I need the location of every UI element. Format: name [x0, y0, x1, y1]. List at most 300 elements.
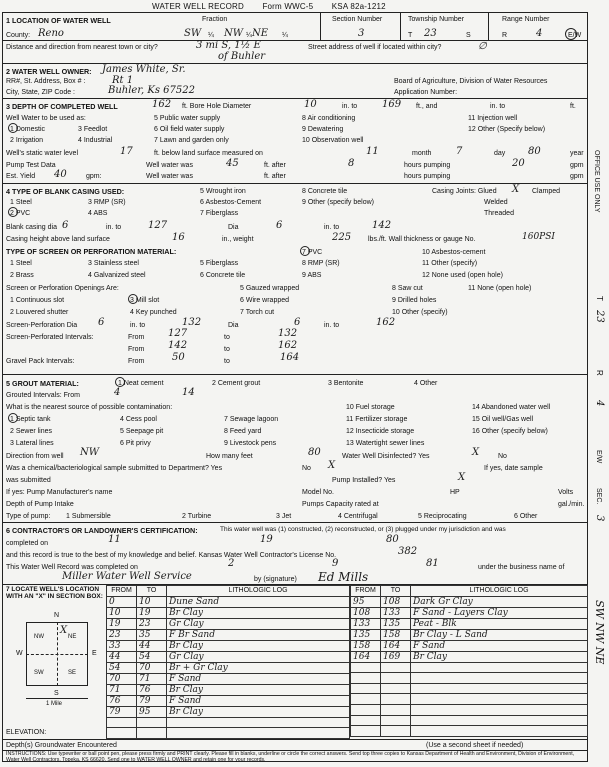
log-lithology: Gr Clay: [167, 618, 350, 629]
dia2-in-to: in. to: [324, 224, 340, 231]
divider: [2, 374, 588, 375]
divider: [488, 12, 489, 40]
log-row: [107, 618, 350, 629]
log-row: [351, 715, 588, 726]
log-lithology: [411, 726, 588, 737]
log-lithology: Br Clay: [411, 651, 588, 662]
license-value: 382: [398, 546, 418, 557]
log-header-row: [107, 586, 350, 597]
log-from: [351, 662, 381, 673]
dia-label: Blank casing dia: [6, 224, 57, 231]
township-s: S: [466, 32, 471, 39]
galmin-label: gal./min.: [558, 501, 585, 508]
use-label: Well Water to be used as:: [6, 115, 86, 122]
contam-2: 2 Sewer lines: [10, 428, 53, 435]
compass-ne: NE: [68, 634, 77, 640]
ptype-6: 6 Other: [514, 513, 538, 520]
casing-9: 9 Other (specify below): [302, 199, 374, 206]
divider: [2, 739, 588, 740]
perf-from2-value: 142: [168, 340, 188, 351]
joints-label: Casing Joints: Glued: [432, 188, 497, 195]
street-label: Street address of well if located within city?: [308, 44, 442, 51]
log-lithology: F Sand: [411, 640, 588, 651]
log-to: 23: [137, 618, 167, 629]
dia2-value: 6: [276, 220, 283, 231]
log-row: [351, 651, 588, 662]
open-label: Screen or Perforation Openings Are:: [6, 285, 119, 292]
log-from: [351, 715, 381, 726]
compass-w: W: [16, 650, 23, 657]
grout-4: 4 Other: [414, 380, 438, 387]
perf-to1-value: 132: [278, 328, 298, 339]
dir-label: Direction from well: [6, 453, 64, 460]
casing-1: 1 Steel: [10, 199, 32, 206]
log-row: [351, 607, 588, 618]
log-row: [107, 640, 350, 651]
log-lithology: Dune Sand: [167, 596, 350, 607]
grout-3: 3 Bentonite: [328, 380, 364, 387]
log-row: [351, 704, 588, 715]
open-8: 8 Saw cut: [392, 285, 423, 292]
application-label: Application Number:: [394, 89, 458, 96]
side-r-value: 4: [594, 400, 605, 407]
perf-to-2: to: [224, 346, 230, 353]
feet-value: 80: [308, 447, 321, 458]
contam-8: 8 Feed yard: [224, 428, 262, 435]
screen-1: 1 Steel: [10, 260, 32, 267]
log-from: 76: [107, 695, 137, 706]
gravel-from-value: 50: [172, 352, 185, 363]
side-sec-value: 3: [594, 515, 605, 522]
compass-e: E: [92, 650, 97, 657]
mile-scale: [26, 698, 88, 699]
static-mid: ft. below land surface measured on: [154, 150, 263, 157]
disinf-mark: X: [472, 447, 480, 458]
fraction-q3: NE: [252, 28, 269, 39]
casing-6: 6 Asbestos-Cement: [200, 199, 262, 206]
comp-year: 80: [386, 534, 399, 545]
form-header: [152, 2, 402, 11]
log-from: 0: [107, 596, 137, 607]
cert-text-2: and this record is true to the best of my knowledge and belief. Kansas Water Well Contractor's License No.: [6, 552, 337, 559]
disinf-no: No: [498, 453, 507, 460]
log-to: [381, 715, 411, 726]
log-row: [351, 618, 588, 629]
threaded-label: Threaded: [484, 210, 514, 217]
lithologic-log-right: [350, 585, 588, 737]
height-value: 16: [172, 232, 185, 243]
log-row: [107, 728, 350, 739]
gw-tail: (Use a second sheet if needed): [426, 742, 524, 749]
contam-label: What is the nearest source of possible contamination:: [6, 404, 173, 411]
screen-12: 12 None used (open hole): [422, 272, 503, 279]
log-to: [381, 683, 411, 694]
open-7: 7 Torch cut: [240, 309, 275, 316]
casing-4: 4 ABS: [88, 210, 108, 217]
disinf-label: Water Well Disinfected? Yes: [342, 453, 430, 460]
grout-1-circle: [115, 377, 125, 387]
log-lithology: Br + Gr Clay: [167, 662, 350, 673]
comp-day: 19: [260, 534, 273, 545]
side-sec-label: SEC.: [595, 488, 602, 505]
grid-line: [57, 622, 58, 686]
log-lithology: [167, 728, 350, 739]
yield-value: 40: [54, 169, 67, 180]
use-9: 9 Dewatering: [302, 126, 344, 133]
gint-to: 14: [182, 387, 195, 398]
fraction-q2: NW: [224, 28, 244, 39]
submitted-label: was submitted: [6, 477, 51, 484]
contam-6: 6 Pit privy: [120, 440, 151, 447]
township-label: Township Number: [408, 16, 465, 23]
log-lithology: [411, 715, 588, 726]
use-11: 11 Injection well: [468, 115, 518, 122]
ww-value: 45: [226, 158, 239, 169]
dia-in-to: in. to: [106, 224, 122, 231]
static-day-l: day: [494, 150, 506, 157]
county-value: Reno: [38, 28, 64, 39]
log-from: 133: [351, 618, 381, 629]
log-lithology: [411, 694, 588, 705]
use-10: 10 Observation well: [302, 137, 364, 144]
weight-label: in., weight: [222, 236, 254, 243]
contam-4: 4 Cess pool: [120, 416, 157, 423]
screen-11: 11 Other (specify): [422, 260, 478, 267]
thick-value: 160PSI: [522, 232, 555, 242]
log-from: 44: [107, 651, 137, 662]
bore-in-to: in. to: [342, 103, 358, 110]
divider: [2, 522, 588, 523]
open-6: 6 Wire wrapped: [240, 297, 290, 304]
log-from: 95: [351, 596, 381, 607]
log-to: [381, 673, 411, 684]
contam-11: 11 Fertilizer storage: [346, 416, 408, 423]
use-8: 8 Air conditioning: [302, 115, 356, 122]
static-label: Well's static water level: [6, 150, 79, 157]
pump-label: Pump Test Data: [6, 162, 56, 169]
dia2-to-value: 142: [372, 220, 392, 231]
open-11: 11 None (open hole): [468, 285, 532, 292]
open-4: 4 Key punched: [130, 309, 177, 316]
business-label: under the business name of: [478, 564, 565, 571]
cert-text-1: This water well was (1) constructed, (2) reconstructed, or (3) plugged under my jurisdiction and was: [220, 526, 506, 533]
log-row: [107, 629, 350, 640]
cert-text-3: This Water Well Record was completed on: [6, 564, 138, 571]
ptype-3: 3 Jet: [276, 513, 292, 520]
log-to-header: TO: [137, 586, 167, 597]
gint-label: Grouted Intervals: From: [6, 392, 80, 399]
ptype-4: 4 Centrifugal: [338, 513, 378, 520]
log-from: [351, 726, 381, 737]
log-from-header: FROM: [107, 586, 137, 597]
ifyes-label: If yes, date sample: [484, 465, 543, 472]
contam-3: 3 Lateral lines: [10, 440, 54, 447]
side-location: SW NW NE: [593, 600, 606, 665]
screen-3: 3 Stainless steel: [88, 260, 139, 267]
log-to: [381, 704, 411, 715]
casing-2-circle: [8, 207, 18, 217]
divider: [320, 12, 321, 40]
bore-to-value: 169: [382, 99, 402, 110]
divider: [400, 12, 401, 40]
log-lithology: Br Clay: [167, 607, 350, 618]
screen-6: 6 Concrete tile: [200, 272, 246, 279]
log-lithology: F Sand: [167, 695, 350, 706]
gravel-to-value: 164: [280, 352, 300, 363]
section-label: Section Number: [332, 16, 383, 23]
use-6: 6 Oil field water supply: [154, 126, 225, 133]
static-year-l: year: [570, 150, 584, 157]
use-7: 7 Lawn and garden only: [154, 137, 229, 144]
casing-3: 3 RMP (SR): [88, 199, 126, 206]
rr-value: Rt 1: [112, 75, 134, 86]
instructions: INSTRUCTIONS: Use typewriter or ball point pen, please press firmly and PRINT clearly. Please fill in blanks, underline or circle the correct answers. Send top three copies to Kansas Department of Health and Environment, Division of Environment, Water Well Contractors, Topeka, KS 66620. Send one to WATER WELL OWNER and retain one for your records.: [6, 751, 575, 763]
fraction-q1: SW: [184, 28, 202, 39]
dia-value: 6: [62, 220, 69, 231]
ww-label: Well water was: [146, 162, 193, 169]
static-value: 17: [120, 146, 133, 157]
perf-dia-2-label: Dia: [228, 322, 239, 329]
log-to: 135: [381, 618, 411, 629]
log-to: 44: [137, 640, 167, 651]
log-to: 35: [137, 629, 167, 640]
depth-value: 162: [152, 99, 172, 110]
perf-dia-label: Screen-Perforation Dia: [6, 322, 78, 329]
sec4-title: 4 TYPE OF BLANK CASING USED:: [6, 187, 125, 196]
contam-15: 15 Oil well/Gas well: [472, 416, 534, 423]
log-to: [381, 662, 411, 673]
signature: Ed Mills: [318, 570, 369, 584]
open-9: 9 Drilled holes: [392, 297, 437, 304]
height-label: Casing height above land surface: [6, 236, 110, 243]
screen-4: 4 Galvanized steel: [88, 272, 146, 279]
static-month-l: month: [412, 150, 432, 157]
comp-month: 11: [108, 534, 121, 545]
log-row: [107, 684, 350, 695]
log-row: [107, 717, 350, 728]
distance-value-2: of Buhler: [218, 51, 266, 62]
sample-mark: X: [328, 460, 336, 471]
log-from: 135: [351, 629, 381, 640]
static-year: 80: [528, 146, 541, 157]
contam-14: 14 Abandoned water well: [472, 404, 551, 411]
gint-from: 4: [114, 387, 121, 398]
log-lithology: F Br Sand: [167, 629, 350, 640]
bore-in-to-2: in. to: [490, 103, 506, 110]
log-to: 164: [381, 640, 411, 651]
compass-se: SE: [68, 670, 77, 676]
log-to: [137, 717, 167, 728]
range-ew: E/W: [568, 32, 582, 39]
range-e-circle: [565, 28, 577, 40]
dir-value: NW: [80, 447, 100, 458]
compass-sw: SW: [34, 670, 44, 676]
rec-year: 81: [426, 558, 439, 569]
casing-5: 5 Wrought iron: [200, 188, 246, 195]
log-row: [107, 706, 350, 717]
compass-s: S: [54, 690, 59, 697]
clamped-label: Clamped: [532, 188, 561, 195]
casing-7: 7 Fiberglass: [200, 210, 239, 217]
contam-9: 9 Livestock pens: [224, 440, 277, 447]
office-use-label: OFFICE USE ONLY: [593, 150, 600, 213]
log-to: 70: [137, 662, 167, 673]
fraction-q1-sym: ¼: [208, 32, 214, 39]
contam-1-circle: [8, 413, 18, 423]
log-from: 19: [107, 618, 137, 629]
screen-9: 9 ABS: [302, 272, 322, 279]
hrs2-label: hours pumping: [404, 173, 451, 180]
screen-8: 8 RMP (SR): [302, 260, 340, 267]
section-value: 3: [358, 28, 365, 39]
gpm-value: 20: [512, 158, 525, 169]
ft-after-2: ft. after: [264, 173, 286, 180]
bore-label: ft. Bore Hole Diameter: [182, 103, 252, 110]
casing-2: 2 PVC: [10, 210, 31, 217]
city-value: Buhler, Ks 67522: [108, 85, 195, 96]
sec2-title: 2 WATER WELL OWNER:: [6, 67, 92, 76]
bore-value: 10: [304, 99, 317, 110]
log-row: [351, 596, 588, 607]
ptype-label: Type of pump:: [6, 513, 51, 520]
fraction-q2-sym: ¼: [246, 32, 252, 39]
perf-from1-value: 127: [168, 328, 188, 339]
range-value: 4: [536, 28, 543, 39]
log-to: [381, 726, 411, 737]
perf-from-2: From: [128, 346, 145, 353]
log-to: 169: [381, 651, 411, 662]
log-from: 71: [107, 684, 137, 695]
rec-month: 2: [228, 558, 235, 569]
hrs-label: hours pumping: [404, 162, 451, 169]
perf-from-1: From: [128, 334, 145, 341]
yield-gpm: gpm:: [86, 173, 102, 180]
log-lithology: F Sand: [167, 673, 350, 684]
log-lithology: Gr Clay: [167, 651, 350, 662]
screen-title: TYPE OF SCREEN OR PERFORATION MATERIAL:: [6, 247, 177, 256]
gw-label: Depth(s) Groundwater Encountered: [6, 742, 117, 749]
sec7-title: 7 LOCATE WELL'S LOCATION WITH AN "X" IN SECTION BOX:: [6, 586, 103, 601]
hp-label: HP: [450, 489, 460, 496]
log-from: 23: [107, 629, 137, 640]
open-10: 10 Other (specify): [392, 309, 448, 316]
log-to: 133: [381, 607, 411, 618]
log-to: 76: [137, 684, 167, 695]
by-label: by (signature): [254, 576, 297, 583]
log-lithology: [411, 704, 588, 715]
log-lithology: Br Clay: [167, 684, 350, 695]
log-from: [351, 694, 381, 705]
log-lithology: [411, 683, 588, 694]
ww2-label: Well water was: [146, 173, 193, 180]
log-row: [107, 673, 350, 684]
log-to: 95: [137, 706, 167, 717]
gravel-to: to: [224, 358, 230, 365]
grout-1: 1 Neat cement: [118, 380, 164, 387]
contam-1: 1 Septic tank: [10, 416, 51, 423]
log-from: 79: [107, 706, 137, 717]
owner-value: James White, Sr.: [102, 64, 186, 75]
form-title: WATER WELL RECORD: [152, 2, 244, 11]
sample-no: No: [302, 465, 311, 472]
perf-to2b-value: 162: [278, 340, 298, 351]
sec3-title: 3 DEPTH OF COMPLETED WELL: [6, 102, 118, 111]
ptype-1: 1 Submersible: [66, 513, 111, 520]
dia-to-value: 127: [148, 220, 168, 231]
ptype-2: 2 Turbine: [182, 513, 212, 520]
hrs-value: 8: [348, 158, 355, 169]
mile-label: 1 Mile: [46, 701, 63, 707]
bore-ft-and: ft., and: [416, 103, 438, 110]
contam-12: 12 Insecticide storage: [346, 428, 415, 435]
contam-16: 16 Other (specify below): [472, 428, 548, 435]
log-from: 164: [351, 651, 381, 662]
rr-label: RR#, St. Address, Box # :: [6, 78, 86, 85]
distance-label: Distance and direction from nearest town or city?: [6, 44, 158, 51]
use-5: 5 Public water supply: [154, 115, 221, 122]
open-1: 1 Continuous slot: [10, 297, 65, 304]
screen-10: 10 Asbestos-cement: [422, 249, 486, 256]
ft-after: ft. after: [264, 162, 286, 169]
use-4: 4 Industrial: [78, 137, 113, 144]
volts-label: Volts: [558, 489, 574, 496]
log-lithology: [411, 662, 588, 673]
dia-label-2: Dia: [228, 224, 239, 231]
log-row: [351, 673, 588, 684]
log-lithology: [167, 717, 350, 728]
use-1: 1 Domestic: [10, 126, 46, 133]
log-to: 19: [137, 607, 167, 618]
pump-no-mark: X: [458, 472, 466, 483]
log-row: [351, 629, 588, 640]
contam-13: 13 Watertight sewer lines: [346, 440, 425, 447]
fraction-label: Fraction: [202, 16, 228, 23]
intake-label: Depth of Pump Intake: [6, 501, 74, 508]
sample-label: Was a chemical/bacteriological sample submitted to Department? Yes: [6, 465, 223, 472]
divider: [2, 40, 588, 41]
distance-value: 3 mi S, 1½ E: [196, 40, 261, 51]
log-from: 54: [107, 662, 137, 673]
range-r: R: [502, 32, 508, 39]
perf-to-1: to: [224, 334, 230, 341]
pump-installed: Pump Installed? Yes: [332, 477, 396, 484]
log-lithology: Peat - Blk: [411, 618, 588, 629]
log-from-header: FROM: [351, 586, 381, 597]
perf-dia-value: 6: [98, 317, 105, 328]
county-label: County:: [6, 32, 31, 39]
log-row: [107, 695, 350, 706]
log-lithology: Dark Gr Clay: [411, 596, 588, 607]
gravel-label: Gravel Pack Intervals:: [6, 358, 75, 365]
screen-7: 7 PVC: [302, 249, 323, 256]
log-to: [381, 694, 411, 705]
perf-in-to-2: in. to: [324, 322, 340, 329]
log-from: [107, 717, 137, 728]
perf-to-value: 132: [182, 317, 202, 328]
log-row: [351, 683, 588, 694]
log-to: 54: [137, 651, 167, 662]
gpm-label: gpm: [570, 162, 584, 169]
log-row: [351, 694, 588, 705]
contam-7: 7 Sewage lagoon: [224, 416, 279, 423]
screen-2: 2 Brass: [10, 272, 34, 279]
perf-int-label: Screen-Perforated Intervals:: [6, 334, 94, 341]
perf-in-to: in. to: [130, 322, 146, 329]
use-3: 3 Feedlot: [78, 126, 108, 133]
log-row: [351, 662, 588, 673]
divider: [2, 183, 588, 184]
log-row: [351, 726, 588, 737]
